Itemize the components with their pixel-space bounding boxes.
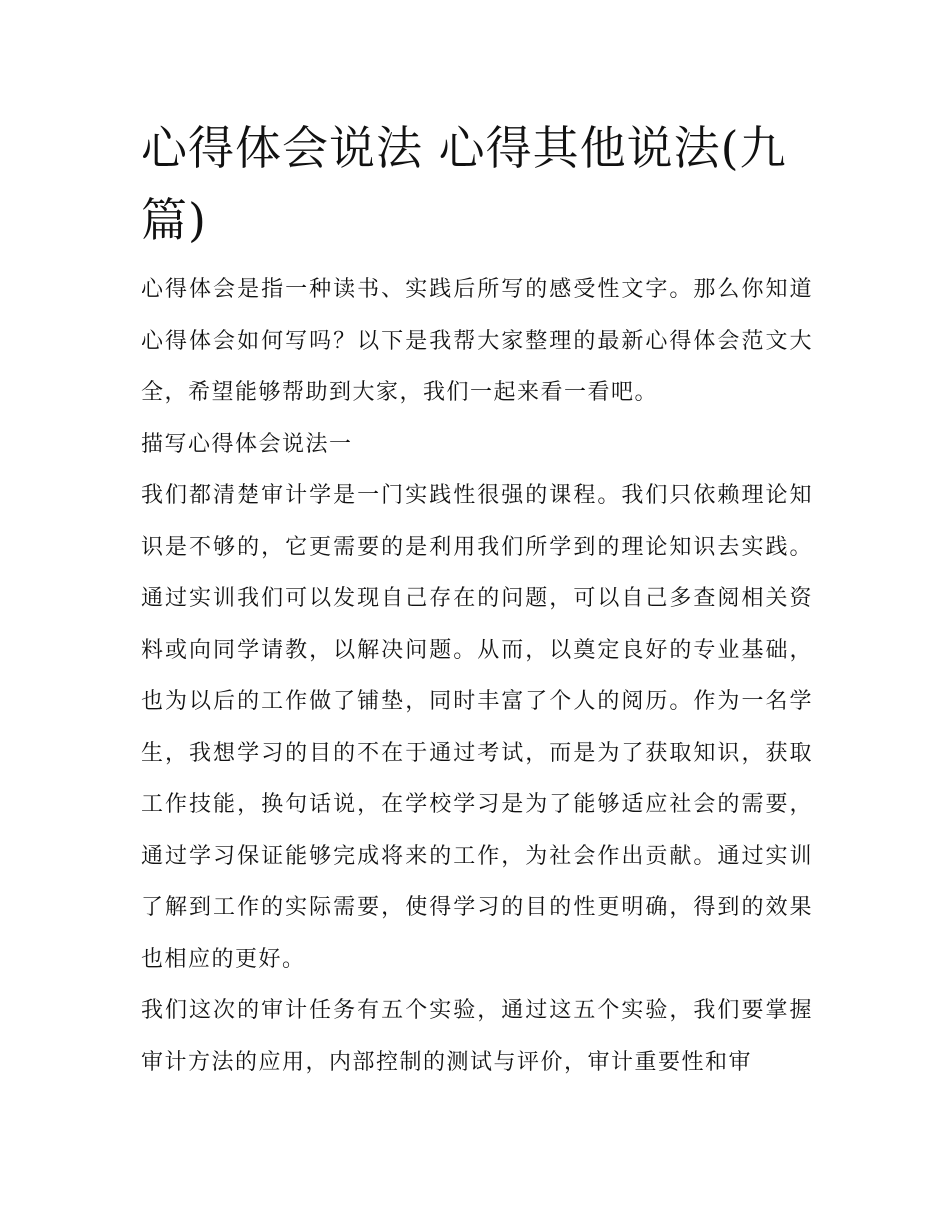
body-paragraph-1: 我们都清楚审计学是一门实践性很强的课程。我们只依赖理论知识是不够的，它更需要的是利用我们所学到的理论知识去实践。通过实训我们可以发现自己存在的问题，可以自己多查阅相关资料或向同学请教，以解决问题。从而，以奠定良好的专业基础，也为以后的工作做了铺垫，同时丰富了个人的阅历。作为一名学生，我想学习的目的不在于通过考试，而是为了获取知识，获取工作技能，换句话说，在学校学习是为了能够适应社会的需要，通过学习保证能够完成将来的工作，为社会作出贡献。通过实训了解到工作的实际需要，使得学习的目的性更明确，得到的效果也相应的更好。 [141,483,813,972]
document-content [141,112,813,1088]
body-paragraph-2: 我们这次的审计任务有五个实验，通过这五个实验，我们要掌握审计方法的应用，内部控制的测试与评价，审计重要性和审 [141,998,813,1075]
intro-paragraph: 心得体会是指一种读书、实践后所写的感受性文字。那么你知道心得体会如何写吗？以下是我帮大家整理的最新心得体会范文大全，希望能够帮助到大家，我们一起来看一看吧。 [141,277,813,405]
section-heading: 描写心得体会说法一 [141,431,353,457]
document-title: 心得体会说法 心得其他说法(九篇) [141,121,787,247]
